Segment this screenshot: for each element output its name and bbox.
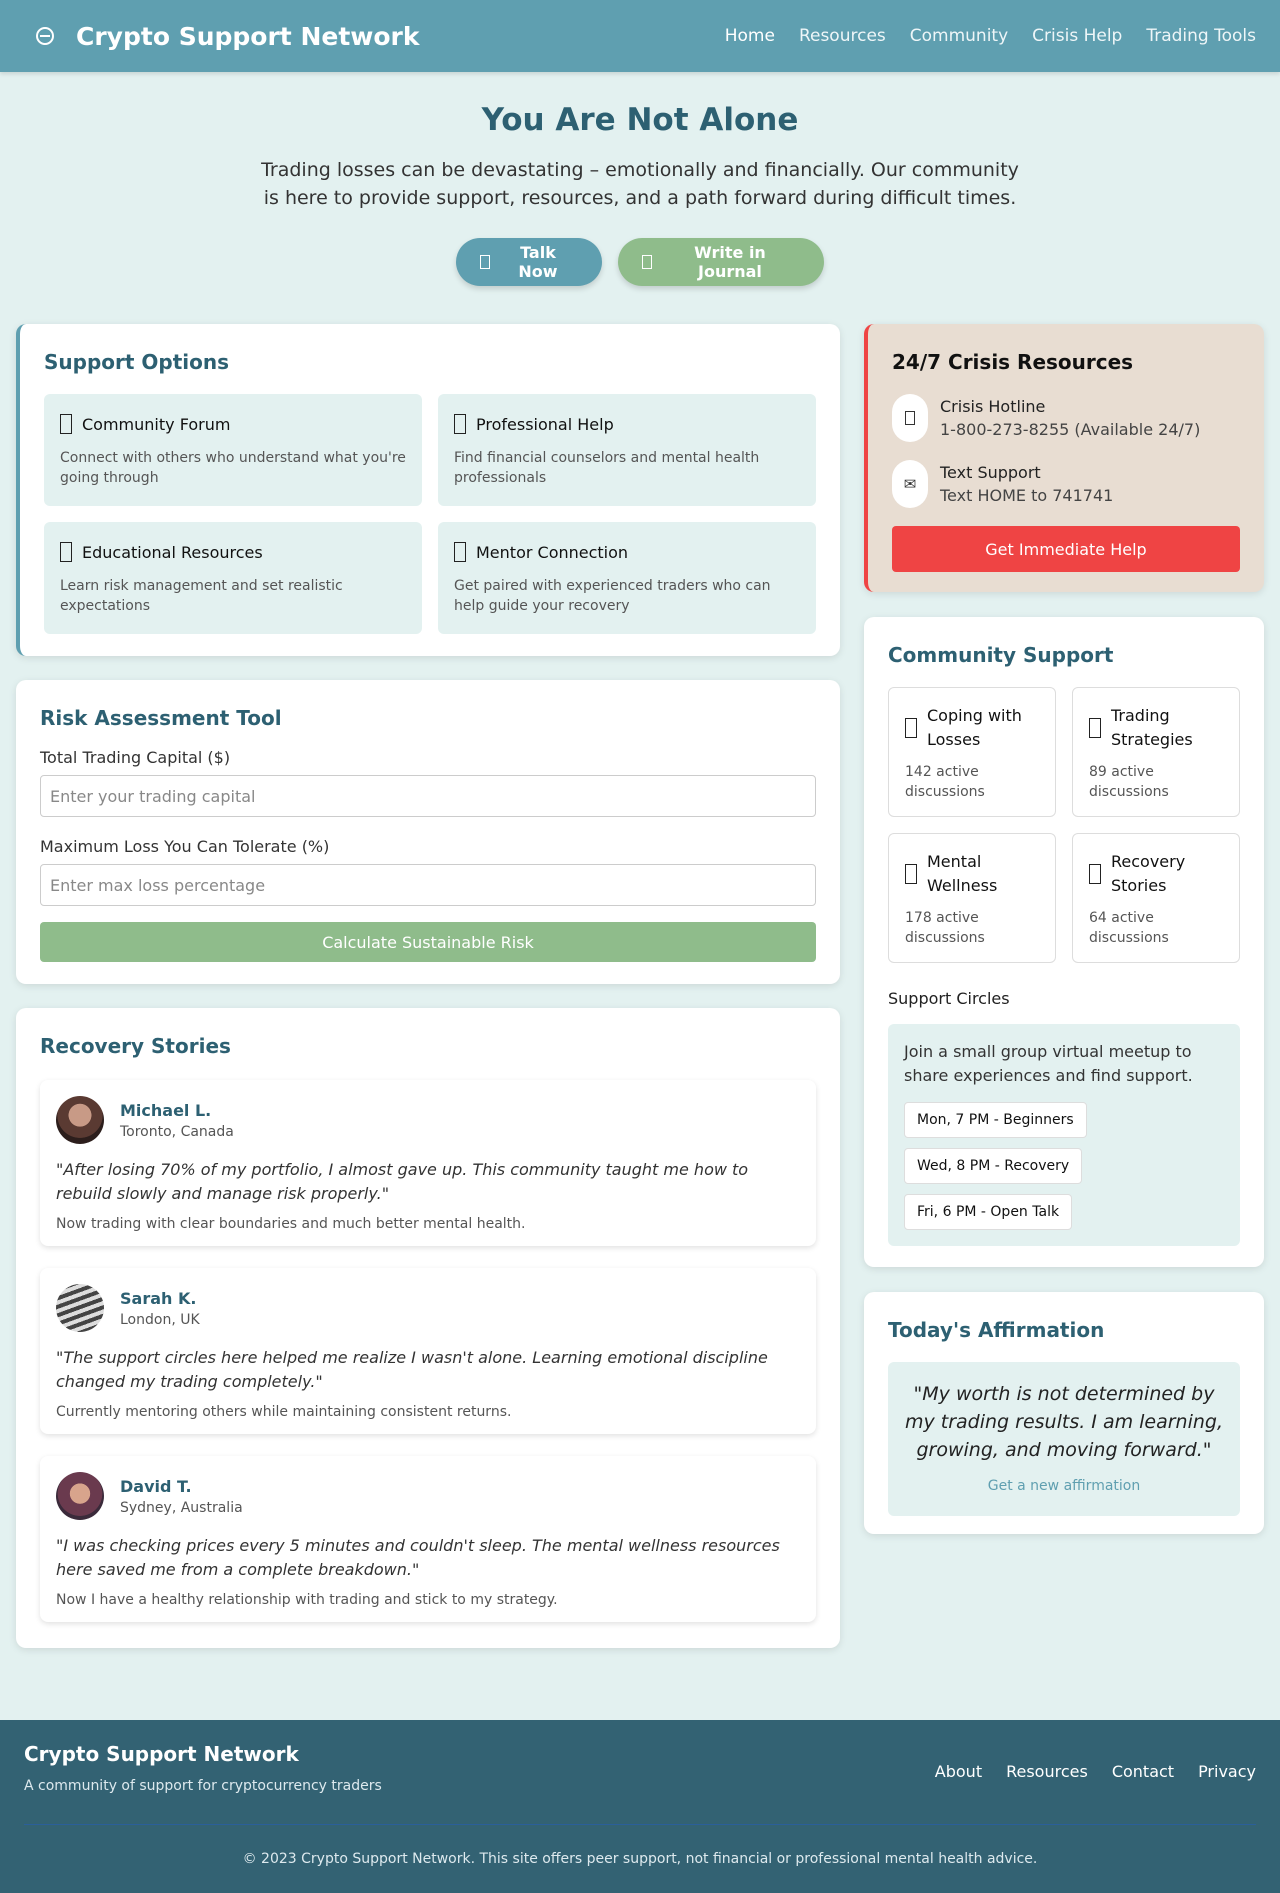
option-title: Educational Resources [82,542,263,562]
affirmation-card [864,1292,1264,1534]
hero-subtitle: Trading losses can be devastating – emotionally and financially. Our community is here to provide support, resources, and a path forward during difficult times. [261,159,1019,209]
footer-links [935,1762,1256,1794]
topic-count: 89 active discussions [1089,764,1169,800]
crisis-hotline[interactable] [892,394,1240,442]
avatar [56,1472,104,1520]
text-support[interactable] [892,460,1240,508]
professional-icon [454,414,466,434]
hero-title: You Are Not Alone [481,102,799,138]
footer-link-contact[interactable]: Contact [1111,1762,1175,1781]
option-title: Community Forum [82,414,231,434]
topic-mental-wellness[interactable] [888,833,1056,963]
footer-link-resources[interactable]: Resources [1006,1762,1088,1781]
talk-now-button[interactable] [456,238,602,286]
nav-home[interactable]: Home [724,26,775,46]
risk-assessment-card [16,680,840,984]
envelope-icon: ✉ [892,460,928,508]
support-options-title: Support Options [44,350,230,374]
option-community-forum[interactable] [44,394,422,506]
hotline-title: Crisis Hotline [940,397,1046,416]
topic-count: 142 active discussions [905,764,985,800]
story-name: Sarah K. [120,1288,197,1308]
site-title: Crypto Support Network [76,21,420,51]
option-title: Professional Help [476,414,614,434]
brain-icon [905,864,917,884]
affirmation-title: Today's Affirmation [888,1318,1105,1342]
minus-circle-icon [36,27,54,45]
chat-icon [480,255,490,269]
site-header [0,0,1280,72]
stories-title: Recovery Stories [40,1034,231,1058]
site-footer [0,1720,1280,1893]
story-card [40,1268,816,1434]
get-immediate-help-button[interactable]: Get Immediate Help [892,526,1240,572]
story-outcome: Now trading with clear boundaries and much better mental health. [56,1216,526,1232]
hotline-number: 1-800-273-8255 (Available 24/7) [940,420,1201,439]
option-mentor-connection[interactable] [438,522,816,634]
story-name: Michael L. [120,1100,212,1120]
book-icon [60,542,72,562]
max-loss-label: Maximum Loss You Can Tolerate (%) [40,837,330,856]
story-outcome: Now I have a healthy relationship with trading and stick to my strategy. [56,1592,558,1608]
topic-count: 64 active discussions [1089,910,1169,946]
footer-title: Crypto Support Network [24,1742,299,1766]
avatar [56,1096,104,1144]
write-journal-button[interactable] [618,238,824,286]
star-icon [1089,864,1101,884]
option-desc: Connect with others who understand what you're going through [60,450,406,486]
risk-title: Risk Assessment Tool [40,706,282,730]
text-support-title: Text Support [940,463,1041,482]
topic-count: 178 active discussions [905,910,985,946]
session-friday[interactable]: Fri, 6 PM - Open Talk [904,1194,1072,1230]
community-title: Community Support [888,643,1114,667]
max-loss-input[interactable] [40,864,816,906]
option-desc: Get paired with experienced traders who can help guide your recovery [454,578,771,614]
session-monday[interactable]: Mon, 7 PM - Beginners [904,1102,1087,1138]
support-options-grid [44,394,816,634]
recovery-stories-card [16,1008,840,1648]
text-support-info: Text HOME to 741741 [940,486,1114,505]
topic-title: Coping with Losses [927,706,1022,749]
chart-icon [1089,718,1101,738]
forum-icon [60,414,72,434]
community-support-card [864,617,1264,1267]
story-quote: "I was checking prices every 5 minutes and couldn't sleep. The mental wellness resources here saved me from a complete breakdown." [56,1536,780,1579]
calculate-risk-button[interactable]: Calculate Sustainable Risk [40,922,816,962]
write-journal-label: Write in Journal [694,243,766,281]
nav-trading-tools[interactable]: Trading Tools [1146,26,1256,46]
new-affirmation-link[interactable]: Get a new affirmation [987,1478,1141,1494]
story-quote: "After losing 70% of my portfolio, I almost gave up. This community taught me how to rebuild slowly and manage risk properly." [56,1160,749,1203]
crisis-resources-card [864,324,1264,592]
option-professional-help[interactable] [438,394,816,506]
footer-copyright: © 2023 Crypto Support Network. This site offers peer support, not financial or professional mental health advice. [242,1851,1038,1867]
talk-now-label: Talk Now [518,243,558,281]
option-title: Mentor Connection [476,542,629,562]
main-nav [725,26,1256,46]
nav-community[interactable]: Community [909,26,1009,46]
story-card [40,1080,816,1246]
story-name: David T. [120,1476,192,1496]
topic-trading-strategies[interactable] [1072,687,1240,817]
affirmation-text: "My worth is not determined by my trading results. I am learning, growing, and moving forward." [904,1383,1224,1461]
topic-title: Mental Wellness [927,852,998,895]
footer-divider [24,1824,1256,1825]
nav-crisis-help[interactable]: Crisis Help [1032,26,1123,46]
phone-icon [892,394,928,442]
affirmation-box [888,1362,1240,1516]
community-topics-grid [888,687,1240,963]
topic-title: Recovery Stories [1111,852,1186,895]
support-circles-desc: Join a small group virtual meetup to share experiences and find support. [904,1042,1193,1085]
session-wednesday[interactable]: Wed, 8 PM - Recovery [904,1148,1082,1184]
story-location: Sydney, Australia [120,1499,243,1516]
support-options-card [16,324,840,656]
option-educational-resources[interactable] [44,522,422,634]
hero-actions [0,238,1280,286]
topic-coping-with-losses[interactable] [888,687,1056,817]
crisis-title: 24/7 Crisis Resources [892,350,1134,374]
support-circles-box [888,1024,1240,1246]
brand[interactable] [36,22,420,51]
story-card [40,1456,816,1622]
footer-tagline: A community of support for cryptocurrency traders [24,1778,382,1794]
support-circles-label: Support Circles [888,989,1010,1008]
capital-input[interactable] [40,775,816,817]
story-quote: "The support circles here helped me realize I wasn't alone. Learning emotional discipline changed my trading completely." [56,1348,768,1391]
footer-link-privacy[interactable]: Privacy [1198,1762,1256,1781]
story-outcome: Currently mentoring others while maintaining consistent returns. [56,1404,512,1420]
footer-link-about[interactable]: About [934,1762,983,1781]
nav-resources[interactable]: Resources [798,26,886,46]
mentor-icon [454,542,466,562]
topic-recovery-stories[interactable] [1072,833,1240,963]
option-desc: Learn risk management and set realistic expectations [60,578,343,614]
option-desc: Find financial counselors and mental health professionals [454,450,760,486]
journal-icon [642,255,652,269]
topic-title: Trading Strategies [1111,706,1193,749]
heart-icon [905,718,917,738]
story-location: Toronto, Canada [120,1123,234,1140]
avatar [56,1284,104,1332]
capital-label: Total Trading Capital ($) [40,748,231,767]
story-location: London, UK [120,1311,200,1328]
